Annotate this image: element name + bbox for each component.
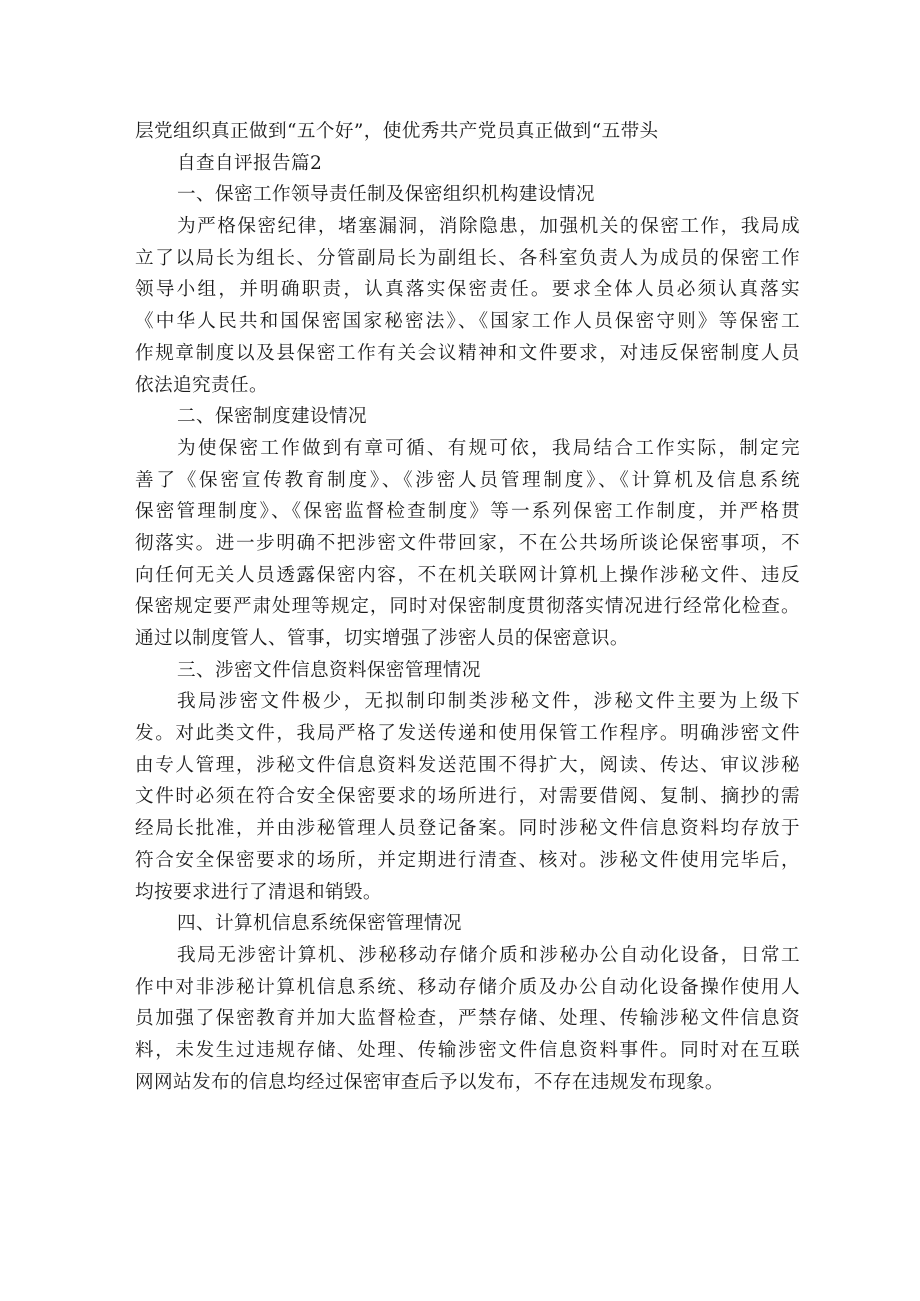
text-line: 经局长批准，并由涉秘管理人员登记备案。同时涉秘文件信息资料均存放于 — [135, 818, 800, 840]
document-body — [135, 116, 800, 1098]
text-line: 符合安全保密要求的场所，并定期进行清查、核对。涉秘文件使用完毕后， — [135, 849, 800, 871]
text-line: 立了以局长为组长、分管副局长为副组长、各科室负责人为成员的保密工作 — [135, 247, 800, 269]
text-line: 员加强了保密教育并加大监督检查，严禁存储、处理、传输涉秘文件信息资 — [135, 1008, 800, 1030]
section-title: 自查自评报告篇2 — [177, 152, 323, 174]
text-line: 彻落实。进一步明确不把涉密文件带回家，不在公共场所谈论保密事项，不 — [135, 532, 800, 554]
text-line: 领导小组，并明确职责，认真落实保密责任。要求全体人员必须认真落实 — [135, 279, 800, 301]
text-line: 发。对此类文件，我局严格了发送传递和使用保管工作程序。明确涉密文件 — [135, 723, 800, 745]
text-line: 文件时必须在符合安全保密要求的场所进行，对需要借阅、复制、摘抄的需 — [135, 786, 800, 808]
text-line: 善了《保密宣传教育制度》、《涉密人员管理制度》、《计算机及信息系统 — [135, 469, 800, 491]
section-heading: 三、涉密文件信息资料保密管理情况 — [177, 659, 481, 681]
text-line: 由专人管理，涉秘文件信息资料发送范围不得扩大，阅读、传达、审议涉秘 — [135, 754, 800, 776]
section-heading: 二、保密制度建设情况 — [177, 406, 367, 428]
text-line: 为使保密工作做到有章可循、有规可依，我局结合工作实际，制定完 — [177, 437, 800, 459]
text-line: 作中对非涉秘计算机信息系统、移动存储介质及办公自动化设备操作使用人 — [135, 976, 800, 998]
text-line: 为严格保密纪律，堵塞漏洞，消除隐患，加强机关的保密工作，我局成 — [177, 216, 800, 238]
text-line: 均按要求进行了清退和销毁。 — [135, 881, 382, 903]
text-line: 我局无涉密计算机、涉秘移动存储介质和涉秘办公自动化设备，日常工 — [177, 944, 800, 966]
text-line: 层党组织真正做到“五个好”，使优秀共产党员真正做到“五带头 — [135, 121, 659, 142]
text-line: 通过以制度管人、管事，切实增强了涉密人员的保密意识。 — [135, 628, 629, 649]
text-line: 依法追究责任。 — [135, 374, 268, 396]
text-line: 网网站发布的信息均经过保密审查后予以发布，不存在违规发布现象。 — [135, 1071, 724, 1093]
text-line: 保密规定要严肃处理等规定，同时对保密制度贯彻落实情况进行经常化检查。 — [135, 596, 800, 618]
text-line: 作规章制度以及县保密工作有关会议精神和文件要求，对违反保密制度人员 — [135, 342, 800, 364]
text-line: 《中华人民共和国保密国家秘密法》、《国家工作人员保密守则》等保密工 — [135, 311, 800, 333]
text-line: 保密管理制度》、《保密监督检查制度》等一系列保密工作制度，并严格贯 — [135, 501, 800, 523]
text-line: 料，未发生过违规存储、处理、传输涉密文件信息资料事件。同时对在互联 — [135, 1039, 800, 1061]
section-heading: 一、保密工作领导责任制及保密组织机构建设情况 — [177, 184, 595, 206]
text-line: 我局涉密文件极少，无拟制印制类涉秘文件，涉秘文件主要为上级下 — [177, 691, 800, 713]
section-heading: 四、计算机信息系统保密管理情况 — [177, 913, 462, 935]
text-line: 向任何无关人员透露保密内容，不在机关联网计算机上操作涉秘文件、违反 — [135, 564, 800, 586]
